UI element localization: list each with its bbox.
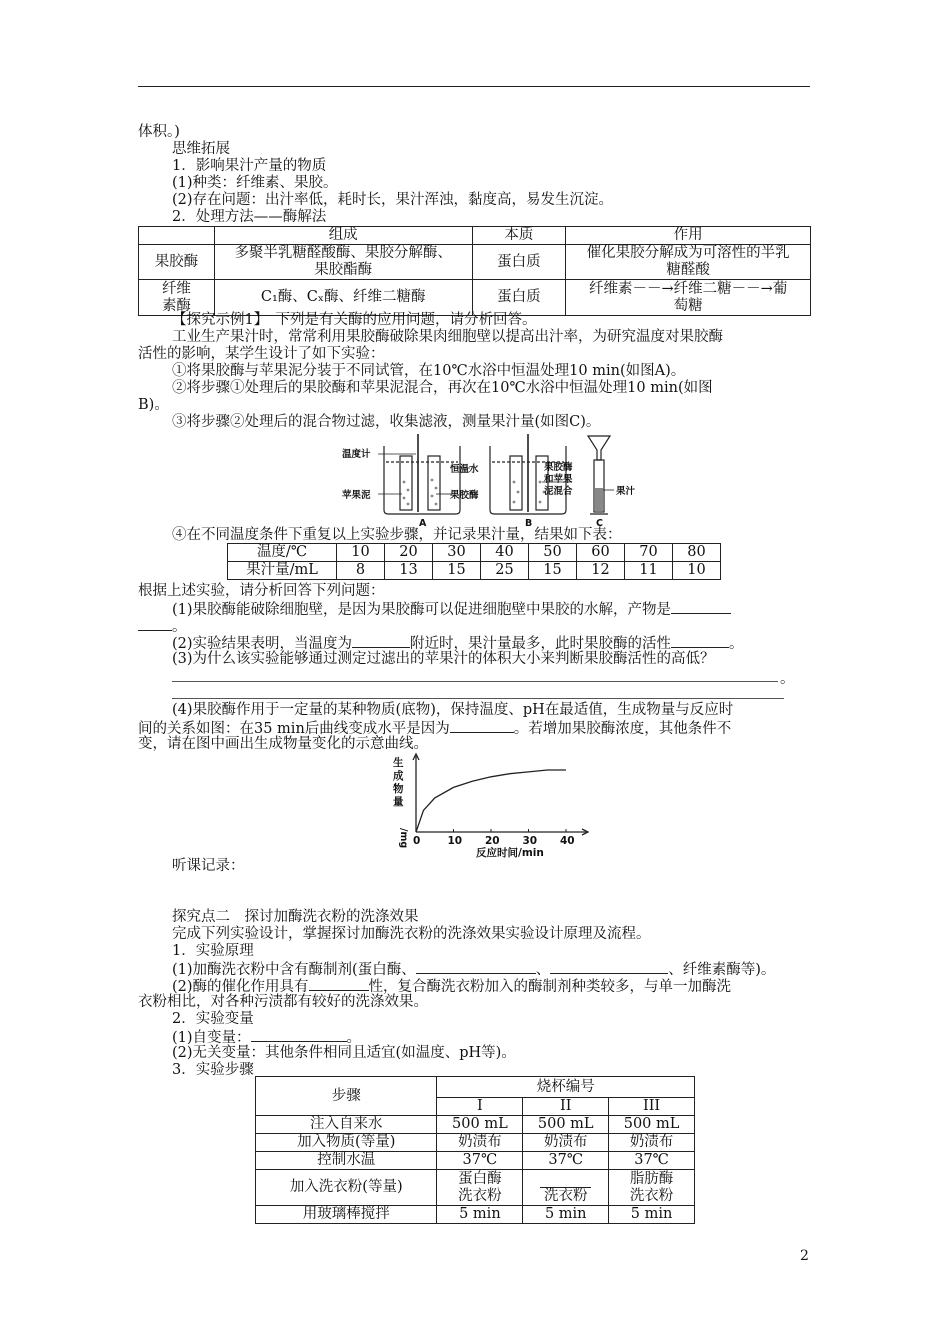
table-cell: 洗衣粉 <box>458 1187 502 1204</box>
table-cell: 500 mL <box>437 1116 523 1134</box>
table-row <box>139 245 811 280</box>
table-cell: 蛋白酶 <box>458 1170 502 1187</box>
question-3: (3)为什么该实验能够通过测定过滤出的苹果汁的体积大小来判断果胶酶活性的高低？ <box>172 651 715 667</box>
text-span: 、纤维素酶等)。 <box>668 962 776 978</box>
table-cell: 纤维素－－→纤维二糖－－→葡 <box>589 280 788 297</box>
table-cell: 萄糖 <box>673 297 703 314</box>
answer-blank[interactable] <box>450 719 514 733</box>
table-cell: 25 <box>481 562 529 580</box>
table-cell: 20 <box>385 544 433 562</box>
text-line: (1)种类：纤维素、果胶。 <box>172 175 338 191</box>
header-rule <box>138 86 810 87</box>
table-cell: 素酶 <box>161 297 191 314</box>
table-cell: 12 <box>577 562 625 580</box>
table-cell: 5 min <box>609 1206 695 1224</box>
table-header <box>139 227 215 245</box>
table-cell: 30 <box>433 544 481 562</box>
answer-blank[interactable] <box>540 1170 591 1188</box>
table-cell: 15 <box>529 562 577 580</box>
table-row <box>256 1134 695 1152</box>
answer-line[interactable] <box>172 698 784 699</box>
table-cell: 37℃ <box>437 1152 523 1170</box>
question-4: (4)果胶酶作用于一定量的某种物质(底物)，保持温度、pH在最适值，生成物量与反应时 <box>172 702 734 718</box>
question-text: 间的关系如图：在35 min后曲线变成水平是因为 <box>138 721 450 737</box>
text-line: ④在不同温度条件下重复以上实验步骤，并记录果汁量，结果如下表： <box>172 527 622 543</box>
table-cell: 80 <box>673 544 721 562</box>
table-cell: 蛋白质 <box>497 253 541 270</box>
table-header: 本质 <box>472 227 566 245</box>
table-header: 组成 <box>214 227 472 245</box>
text-line: 根据上述实验，请分析回答下列问题： <box>138 583 385 599</box>
text-line: 3．实验步骤 <box>172 1062 254 1078</box>
apparatus-figure <box>340 432 660 528</box>
answer-blank[interactable] <box>671 634 729 648</box>
text-span: 性，复合酶洗衣粉加入的酶制剂种类较多，与单一加酶洗 <box>368 979 732 995</box>
label-mix: 泥混合 <box>544 486 573 497</box>
label-enzyme: 果胶酶 <box>450 490 479 501</box>
table-header: 作用 <box>566 227 811 245</box>
answer-blank[interactable] <box>309 977 369 991</box>
table-cell: 37℃ <box>609 1152 695 1170</box>
y-axis-unit: /mg <box>398 828 409 849</box>
table-cell: 13 <box>385 562 433 580</box>
x-tick-label: 10 <box>447 835 463 847</box>
table-header: 温度/℃ <box>228 544 337 562</box>
label-puree: 苹果泥 <box>342 490 371 501</box>
question-text: 。 <box>729 636 744 652</box>
question-text: 附近时，果汁量最多，此时果胶酶的活性 <box>410 636 672 652</box>
table-cell: 500 mL <box>609 1116 695 1134</box>
table-header: I <box>437 1098 523 1116</box>
tube-a2 <box>428 456 440 510</box>
table-cell: 纤维 <box>161 280 191 297</box>
text-span: (1)自变量： <box>172 1030 251 1046</box>
label-c: C <box>596 518 603 528</box>
table-row <box>256 1170 695 1206</box>
text-line: 完成下列实验设计，掌握探讨加酶洗衣粉的洗涤效果实验设计原理及流程。 <box>172 926 651 942</box>
table-cell: 11 <box>625 562 673 580</box>
table-cell: 8 <box>337 562 385 580</box>
question-text: 。若增加果胶酶浓度，其他条件不 <box>513 721 732 737</box>
example-heading: 【探究示例1】 下列是有关酶的应用问题，请分析回答。 <box>172 312 537 328</box>
question-4-cont: 变，请在图中画出生成物量变化的示意曲线。 <box>138 736 428 752</box>
answer-blank[interactable] <box>550 960 668 974</box>
table-row <box>256 1206 695 1224</box>
table-cell: 控制水温 <box>256 1152 437 1170</box>
question-1 <box>172 600 731 619</box>
text-line: 1．实验原理 <box>172 943 254 959</box>
table-header: II <box>523 1098 609 1116</box>
funnel-icon <box>588 436 610 460</box>
text-line: 活性的影响，某学生设计了如下实验： <box>138 346 385 362</box>
table-cell: 50 <box>529 544 577 562</box>
table-cell: 70 <box>625 544 673 562</box>
tube-b1 <box>510 456 522 510</box>
label-a: A <box>419 518 427 528</box>
label-mix: 果胶酶 <box>544 462 573 473</box>
text-line: 体积。) <box>138 124 180 140</box>
table-cell: 蛋白质 <box>497 289 541 305</box>
text-line: B)。 <box>138 397 169 413</box>
text-line: ②将步骤①处理后的果胶酶和苹果泥混合，再次在10℃水浴中恒温处理10 min(如图 <box>172 380 713 396</box>
x-tick-label: 30 <box>522 835 538 847</box>
text-line: 衣粉相比，对各种污渍都有较好的洗涤效果。 <box>138 994 428 1010</box>
table-cell: 果胶酶 <box>154 253 199 270</box>
table-cell: 10 <box>673 562 721 580</box>
text-span: (2)酶的催化作用具有 <box>172 979 309 995</box>
label-mix: 和苹果 <box>544 474 573 485</box>
product-time-chart <box>368 752 598 860</box>
table-cell: 加入物质(等量) <box>256 1134 437 1152</box>
table-cell: 注入自来水 <box>256 1116 437 1134</box>
table-cell: 奶渍布 <box>523 1134 609 1152</box>
table-header: III <box>609 1098 695 1116</box>
section-heading: 探究点二 探讨加酶洗衣粉的洗涤效果 <box>172 909 419 925</box>
table-header: 步骤 <box>256 1077 437 1116</box>
table-cell: 60 <box>577 544 625 562</box>
table-cell: 洗衣粉 <box>629 1187 674 1204</box>
beaker-a <box>384 446 460 514</box>
table-cell: 5 min <box>437 1206 523 1224</box>
label-juice: 果汁 <box>616 486 636 497</box>
table-cell: 催化果胶分解成为可溶性的半乳 <box>586 245 790 261</box>
notes-label: 听课记录： <box>172 858 245 874</box>
table-cell: 果胶酯酶 <box>314 262 373 278</box>
tube-a1 <box>400 456 412 510</box>
section-heading: 思维拓展 <box>172 141 230 157</box>
table-cell: 加入洗衣粉(等量) <box>256 1170 437 1206</box>
table-row <box>256 1152 695 1170</box>
text-line: (2)无关变量：其他条件相同且适宜(如温度、pH等)。 <box>172 1045 516 1061</box>
text-line: ①将果胶酶与苹果泥分装于不同试管，在10℃水浴中恒温处理10 min(如图A)。 <box>172 363 686 379</box>
answer-blank[interactable] <box>352 634 410 648</box>
question-text: 。 <box>780 671 795 687</box>
temperature-table <box>227 543 721 580</box>
enzyme-table <box>138 226 811 316</box>
text-line: (2)存在问题：出汁率低，耗时长，果汁浑浊，黏度高，易发生沉淀。 <box>172 192 614 208</box>
answer-blank[interactable] <box>138 617 172 631</box>
series-line <box>416 770 566 832</box>
table-row <box>139 280 811 316</box>
table-cell: 用玻璃棒搅拌 <box>256 1206 437 1224</box>
label-water: 恒温水 <box>450 464 479 475</box>
x-tick-label: 0 <box>413 835 421 847</box>
y-axis-label: 生成物量 <box>393 757 404 808</box>
table-cell: 奶渍布 <box>437 1134 523 1152</box>
table-cell: 40 <box>481 544 529 562</box>
table-cell: 洗衣粉 <box>543 1188 588 1204</box>
table-cell: C₁酶、Cₓ酶、纤维二糖酶 <box>260 289 426 305</box>
text-line: ③将步骤②处理后的混合物过滤，收集滤液，测量果汁量(如图C)。 <box>172 414 601 430</box>
washing-steps-table <box>255 1076 695 1224</box>
table-header: 烧杯编号 <box>437 1077 695 1098</box>
answer-line[interactable] <box>172 681 778 682</box>
text-line: 2．实验变量 <box>172 1011 254 1027</box>
question-text: 。 <box>172 619 187 635</box>
table-cell: 脂肪酶 <box>629 1170 674 1187</box>
label-b: B <box>525 518 533 528</box>
text-span: 。 <box>346 1030 362 1046</box>
table-cell: 37℃ <box>523 1152 609 1170</box>
page-number: 2 <box>800 1248 809 1264</box>
answer-blank[interactable] <box>251 1028 347 1042</box>
text-span: 、 <box>535 962 551 978</box>
table-cell: 5 min <box>523 1206 609 1224</box>
x-axis-label: 反应时间/min <box>476 847 544 859</box>
table-cell: 10 <box>337 544 385 562</box>
text-line: 1．影响果汁产量的物质 <box>172 158 327 174</box>
question-text: (2)实验结果表明，当温度为 <box>172 636 353 652</box>
answer-blank[interactable] <box>416 960 536 974</box>
text-line: 工业生产果汁时，常常利用果胶酶破除果肉细胞壁以提高出汁率，为研究温度对果胶酶 <box>172 329 723 345</box>
question-text: (1)果胶酶能破除细胞壁，是因为果胶酶可以促进细胞壁中果胶的水解，产物是 <box>172 602 672 618</box>
text-line: 2．处理方法——酶解法 <box>172 209 327 225</box>
table-cell: 15 <box>433 562 481 580</box>
table-cell: 奶渍布 <box>609 1134 695 1152</box>
table-row <box>256 1116 695 1134</box>
answer-blank[interactable] <box>671 600 731 614</box>
table-cell: 糖醛酸 <box>666 262 710 278</box>
table-cell: 多聚半乳糖醛酸酶、果胶分解酶、 <box>234 245 452 261</box>
x-tick-label: 20 <box>485 835 500 847</box>
table-cell: 500 mL <box>523 1116 609 1134</box>
table-row <box>228 562 721 580</box>
label-thermometer: 温度计 <box>342 449 371 460</box>
x-tick-label: 40 <box>560 835 575 847</box>
text-span: (1)加酶洗衣粉中含有酶制剂(蛋白酶、 <box>172 962 416 978</box>
table-header: 果汁量/mL <box>228 562 337 580</box>
table-row <box>228 544 721 562</box>
